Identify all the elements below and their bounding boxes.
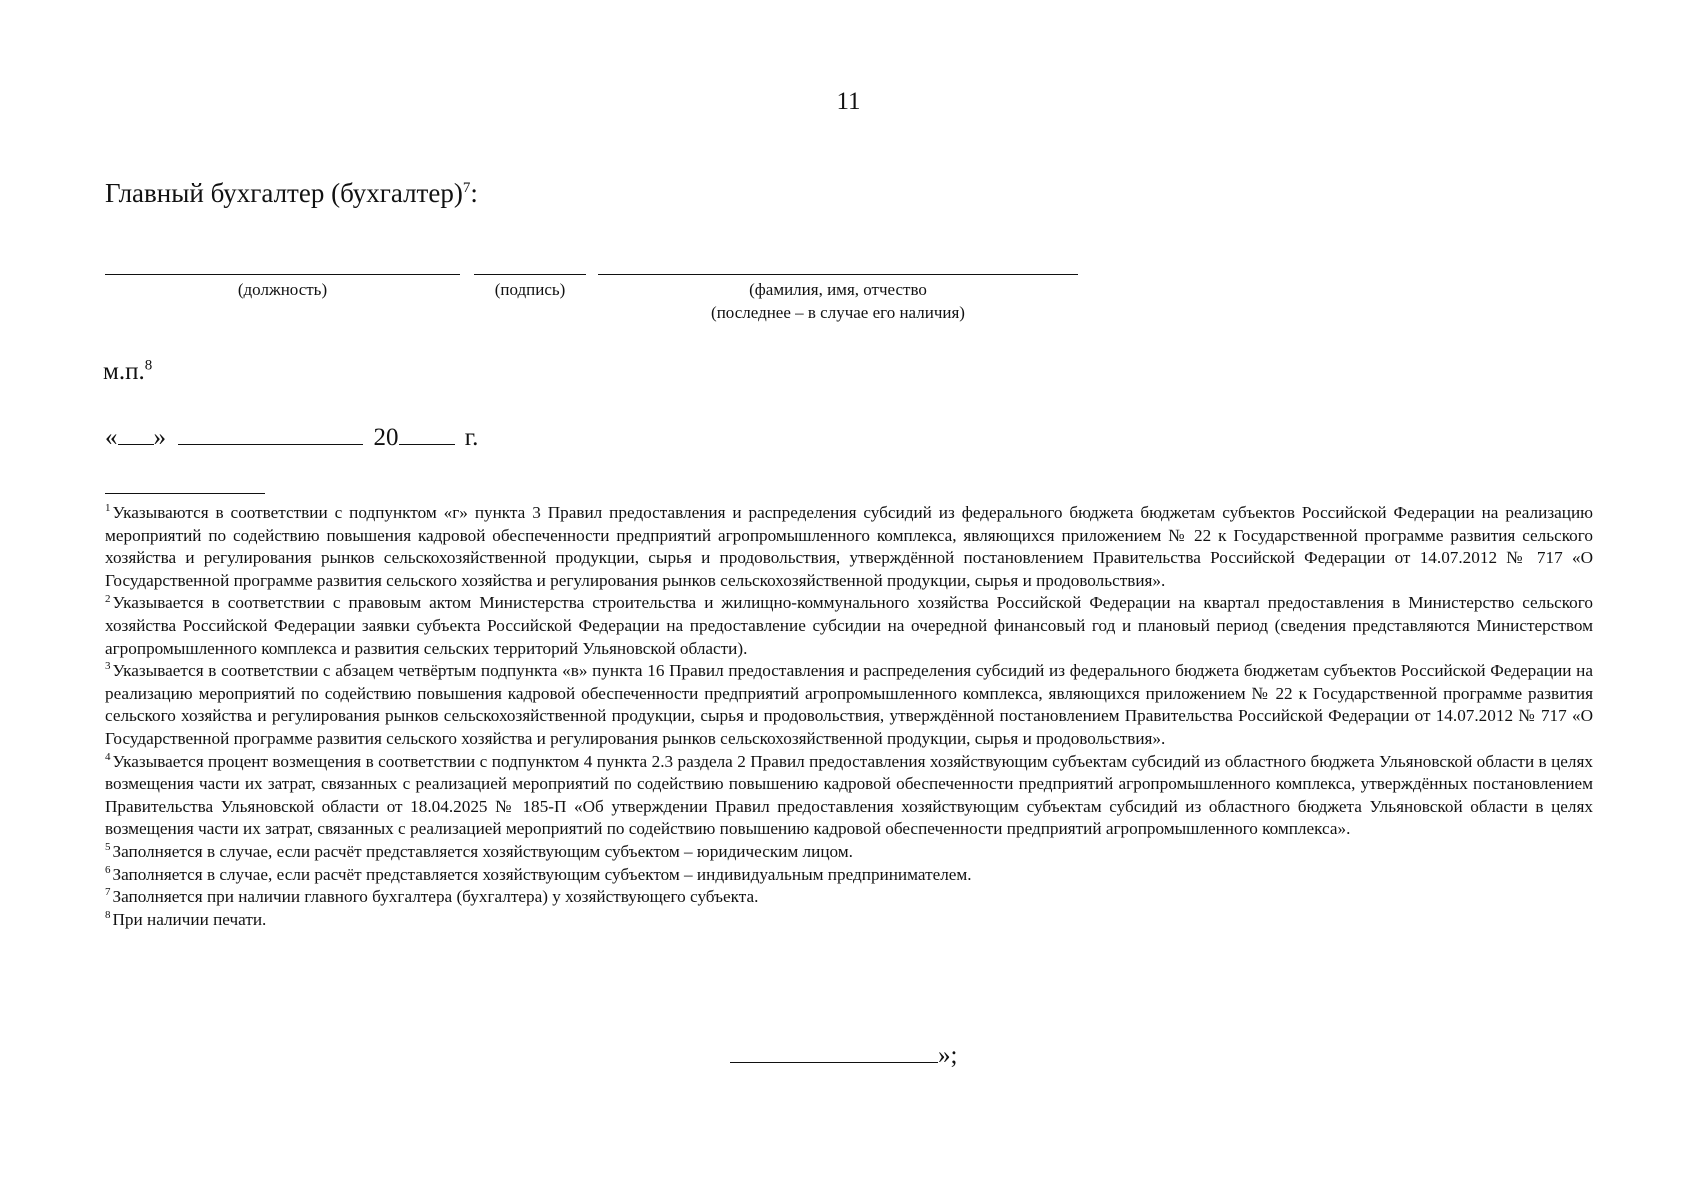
- full-name-line: [598, 274, 1078, 275]
- heading-text: Главный бухгалтер (бухгалтер): [105, 178, 463, 208]
- footnotes: [105, 502, 1593, 931]
- footnote-5-number: 5: [105, 841, 111, 854]
- heading-suffix: :: [470, 178, 478, 208]
- footnote-6-text: Заполняется в случае, если расчёт представляется хозяйствующим субъектом – индивидуальным предпринимателем.: [112, 864, 972, 884]
- footnote-7-number: 7: [105, 886, 111, 899]
- footnote-6-number: 6: [105, 863, 111, 876]
- seal-place: [103, 358, 152, 386]
- footnote-7-text: Заполняется при наличии главного бухгалтера (бухгалтера) у хозяйствующего субъекта.: [112, 887, 759, 907]
- footnote-8: [105, 909, 1593, 932]
- year-blank: [399, 422, 455, 445]
- footnote-8-number: 8: [105, 908, 111, 921]
- full-name-caption: [598, 278, 1078, 324]
- signature-caption: (подпись): [494, 280, 566, 299]
- closing-blank: [730, 1040, 938, 1063]
- month-blank: [178, 422, 363, 445]
- seal-footnote-ref: 8: [144, 357, 153, 374]
- footnote-4-number: 4: [105, 750, 111, 763]
- position-line: [105, 274, 460, 275]
- heading-footnote-ref: 7: [462, 180, 471, 196]
- closing-mark: [730, 1040, 957, 1070]
- seal-text: м.п.: [103, 358, 145, 385]
- footnote-4: [105, 751, 1593, 841]
- chief-accountant-heading: [105, 178, 478, 209]
- footnote-8-text: При наличии печати.: [112, 909, 267, 929]
- footnote-3-number: 3: [105, 660, 111, 673]
- full-name-caption-line2: (последнее – в случае его наличия): [711, 303, 965, 322]
- date-close-quote: »: [153, 424, 166, 451]
- footnote-2: [105, 592, 1593, 660]
- full-name-caption-line1: (фамилия, имя, отчество: [749, 280, 927, 299]
- day-blank: [118, 422, 154, 445]
- closing-text: »;: [938, 1042, 958, 1069]
- footnote-2-text: Указывается в соответствии с правовым актом Министерства строительства и жилищно-коммунального хозяйства Российской Федерации на квартал предоставления в Министерство сельского хозяйства Российской Федерации заявки субъекта Российской Федерации на предоставление субсидии на очередной финансовый год и плановый период (сведения представляются Министерством агропромышленного комплекса и развития сельских территорий Ульяновской области).: [105, 593, 1593, 658]
- year-suffix: г.: [464, 424, 479, 451]
- footnote-3-text: Указывается в соответствии с абзацем четвёртым подпункта «в» пункта 16 Правил предоставления и распределения субсидий из федерального бюджета бюджетам субъектов Российской Федерации на реализацию мероприятий по содействию повышения кадровой обеспеченности предприятий агропромышленного комплекса, являющихся приложением № 22 к Государственной программе развития сельского хозяйства и регулирования рынков сельскохозяйственной продукции, сырья и продовольствия, утверждённой постановлением Правительства Российской Федерации от 14.07.2012 № 717 «О Государственной программе развития сельского хозяйства и регулирования рынков сельскохозяйственной продукции, сырья и продовольствия».: [105, 661, 1593, 748]
- page-number: 11: [836, 88, 861, 115]
- footnote-5-text: Заполняется в случае, если расчёт представляется хозяйствующим субъектом – юридическим лицом.: [112, 841, 853, 861]
- footnote-1: [105, 502, 1593, 592]
- footnote-2-number: 2: [105, 592, 111, 605]
- footnote-7: [105, 886, 1593, 909]
- footnote-3: [105, 660, 1593, 750]
- footnote-6: [105, 864, 1593, 887]
- position-caption: (должность): [237, 280, 328, 299]
- year-prefix: 20: [373, 424, 399, 451]
- date-open-quote: «: [105, 424, 118, 451]
- date-line: [105, 422, 478, 452]
- footnote-1-number: 1: [105, 502, 111, 515]
- footnote-separator: [105, 493, 265, 494]
- footnote-1-text: Указываются в соответствии с подпунктом «г» пункта 3 Правил предоставления и распределения субсидий из федерального бюджета бюджетам субъектов Российской Федерации на реализацию мероприятий по содействию повышения кадровой обеспеченности предприятий агропромышленного комплекса, являющихся приложением № 22 к Государственной программе развития сельского хозяйства и регулирования рынков сельскохозяйственной продукции, сырья и продовольствия, утверждённой постановлением Правительства Российской Федерации от 14.07.2012 № 717 «О Государственной программе развития сельского хозяйства и регулирования рынков сельскохозяйственной продукции, сырья и продовольствия».: [105, 503, 1593, 590]
- signature-line: [474, 274, 586, 275]
- footnote-4-text: Указывается процент возмещения в соответствии с подпунктом 4 пункта 2.3 раздела 2 Правил предоставления хозяйствующим субъектам субсидий из областного бюджета Ульяновской области в целях возмещения части их затрат, связанных с реализацией мероприятий по содействию повышению кадровой обеспеченности предприятий агропромышленного комплекса, утверждённых постановлением Правительства Ульяновской области от 18.04.2025 № 185-П «Об утверждении Правил предоставления хозяйствующим субъектам субсидий из областного бюджета Ульяновской области в целях возмещения части их затрат, связанных с реализацией мероприятий по содействию повышению кадровой обеспеченности предприятий агропромышленного комплекса».: [105, 751, 1593, 839]
- footnote-5: [105, 841, 1593, 864]
